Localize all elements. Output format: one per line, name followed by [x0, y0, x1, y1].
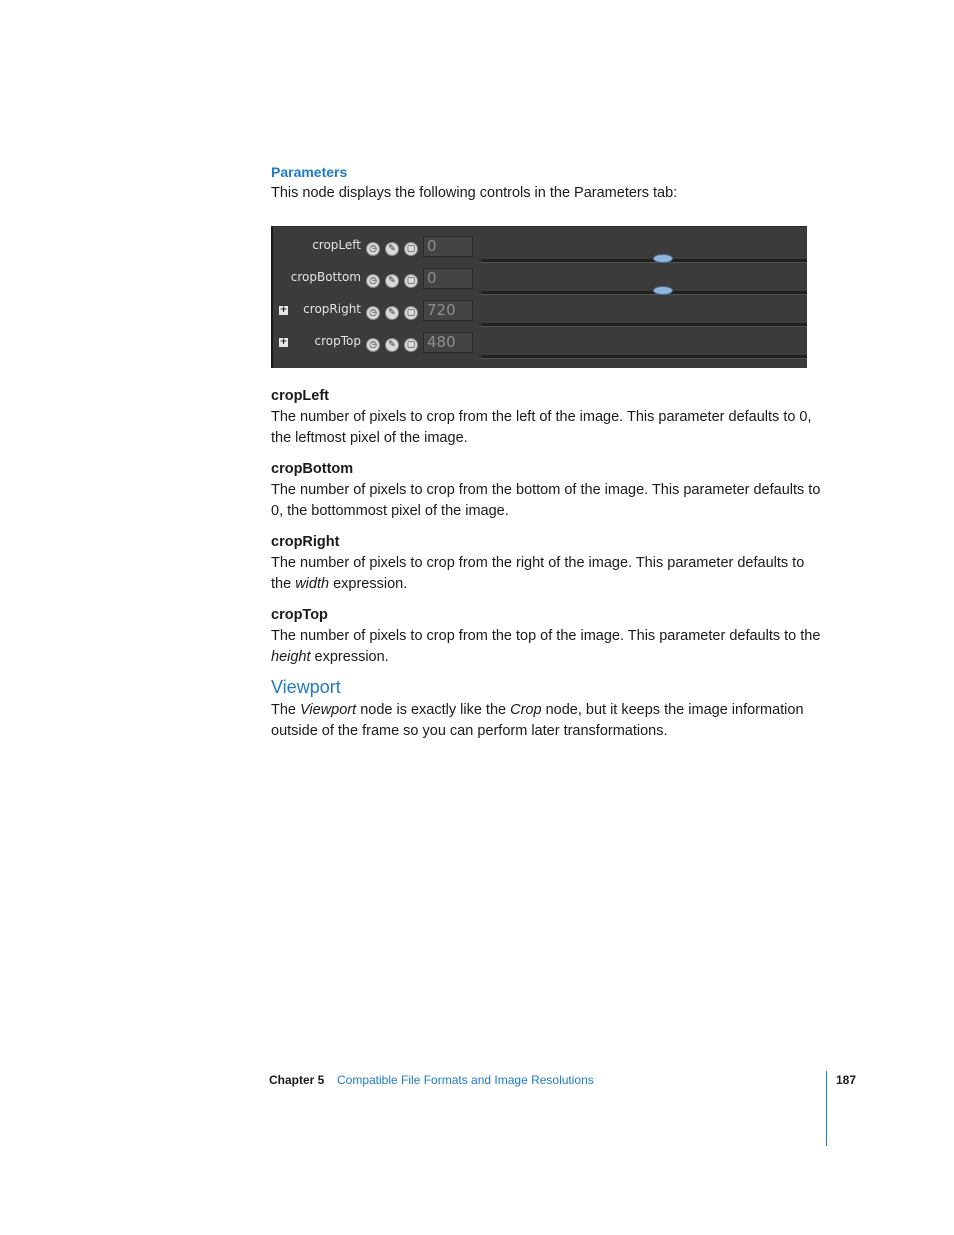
desc-croptop: The number of pixels to crop from the top of the image. This parameter defaults to the height expression. — [271, 628, 821, 665]
viewport-heading: Viewport — [271, 677, 341, 697]
slider-knob — [653, 286, 673, 295]
lock-icon: ▢ — [404, 274, 418, 288]
slider-track — [481, 259, 807, 263]
lock-icon: ▢ — [404, 338, 418, 352]
footer-divider — [826, 1071, 827, 1146]
footer-chapter: Chapter 5 — [269, 1073, 325, 1087]
desc-cropbottom: The number of pixels to crop from the bottom of the image. This parameter defaults to 0, the bottommost pixel of the image. — [271, 482, 821, 519]
param-label: cropRight — [303, 302, 361, 316]
lock-icon: ▢ — [404, 242, 418, 256]
param-label: cropLeft — [312, 238, 361, 252]
term-croptop: cropTop — [271, 607, 328, 623]
param-row-cropleft — [273, 232, 807, 263]
param-label: cropBottom — [290, 270, 361, 284]
expression-icon: ✎ — [385, 338, 399, 352]
slider-track — [481, 355, 807, 359]
param-value-field: 0 — [423, 268, 473, 289]
intro-text: This node displays the following controls in the Parameters tab: — [271, 185, 678, 201]
parameters-heading: Parameters — [271, 164, 348, 180]
viewport-description: The Viewport node is exactly like the Crop node, but it keeps the image information outside of the frame so you can perform later transformations. — [271, 702, 804, 739]
term-cropleft: cropLeft — [271, 388, 329, 404]
expand-plus-icon: + — [279, 305, 288, 315]
reset-icon: ◷ — [366, 274, 380, 288]
param-row-cropbottom — [273, 264, 807, 295]
expression-icon: ✎ — [385, 242, 399, 256]
footer-chapter-title: Compatible File Formats and Image Resolutions — [337, 1073, 594, 1087]
term-cropbottom: cropBottom — [271, 461, 354, 477]
lock-icon: ▢ — [404, 306, 418, 320]
expression-icon: ✎ — [385, 274, 399, 288]
param-row-croptop — [273, 328, 807, 359]
parameters-panel-screenshot — [271, 226, 807, 368]
reset-icon: ◷ — [366, 242, 380, 256]
param-label: cropTop — [314, 334, 361, 348]
slider-track — [481, 323, 807, 327]
term-cropright: cropRight — [271, 534, 340, 550]
param-value-field: 480 — [423, 332, 473, 353]
slider-track — [481, 291, 807, 295]
reset-icon: ◷ — [366, 338, 380, 352]
reset-icon: ◷ — [366, 306, 380, 320]
slider-knob — [653, 254, 673, 263]
desc-cropright: The number of pixels to crop from the right of the image. This parameter defaults to the width expression. — [271, 555, 805, 592]
desc-cropleft: The number of pixels to crop from the left of the image. This parameter defaults to 0, the leftmost pixel of the image. — [271, 409, 812, 446]
param-value-field: 0 — [423, 236, 473, 257]
expression-icon: ✎ — [385, 306, 399, 320]
param-value-field: 720 — [423, 300, 473, 321]
expand-plus-icon: + — [279, 337, 288, 347]
param-row-cropright — [273, 296, 807, 327]
page-number: 187 — [836, 1073, 857, 1087]
